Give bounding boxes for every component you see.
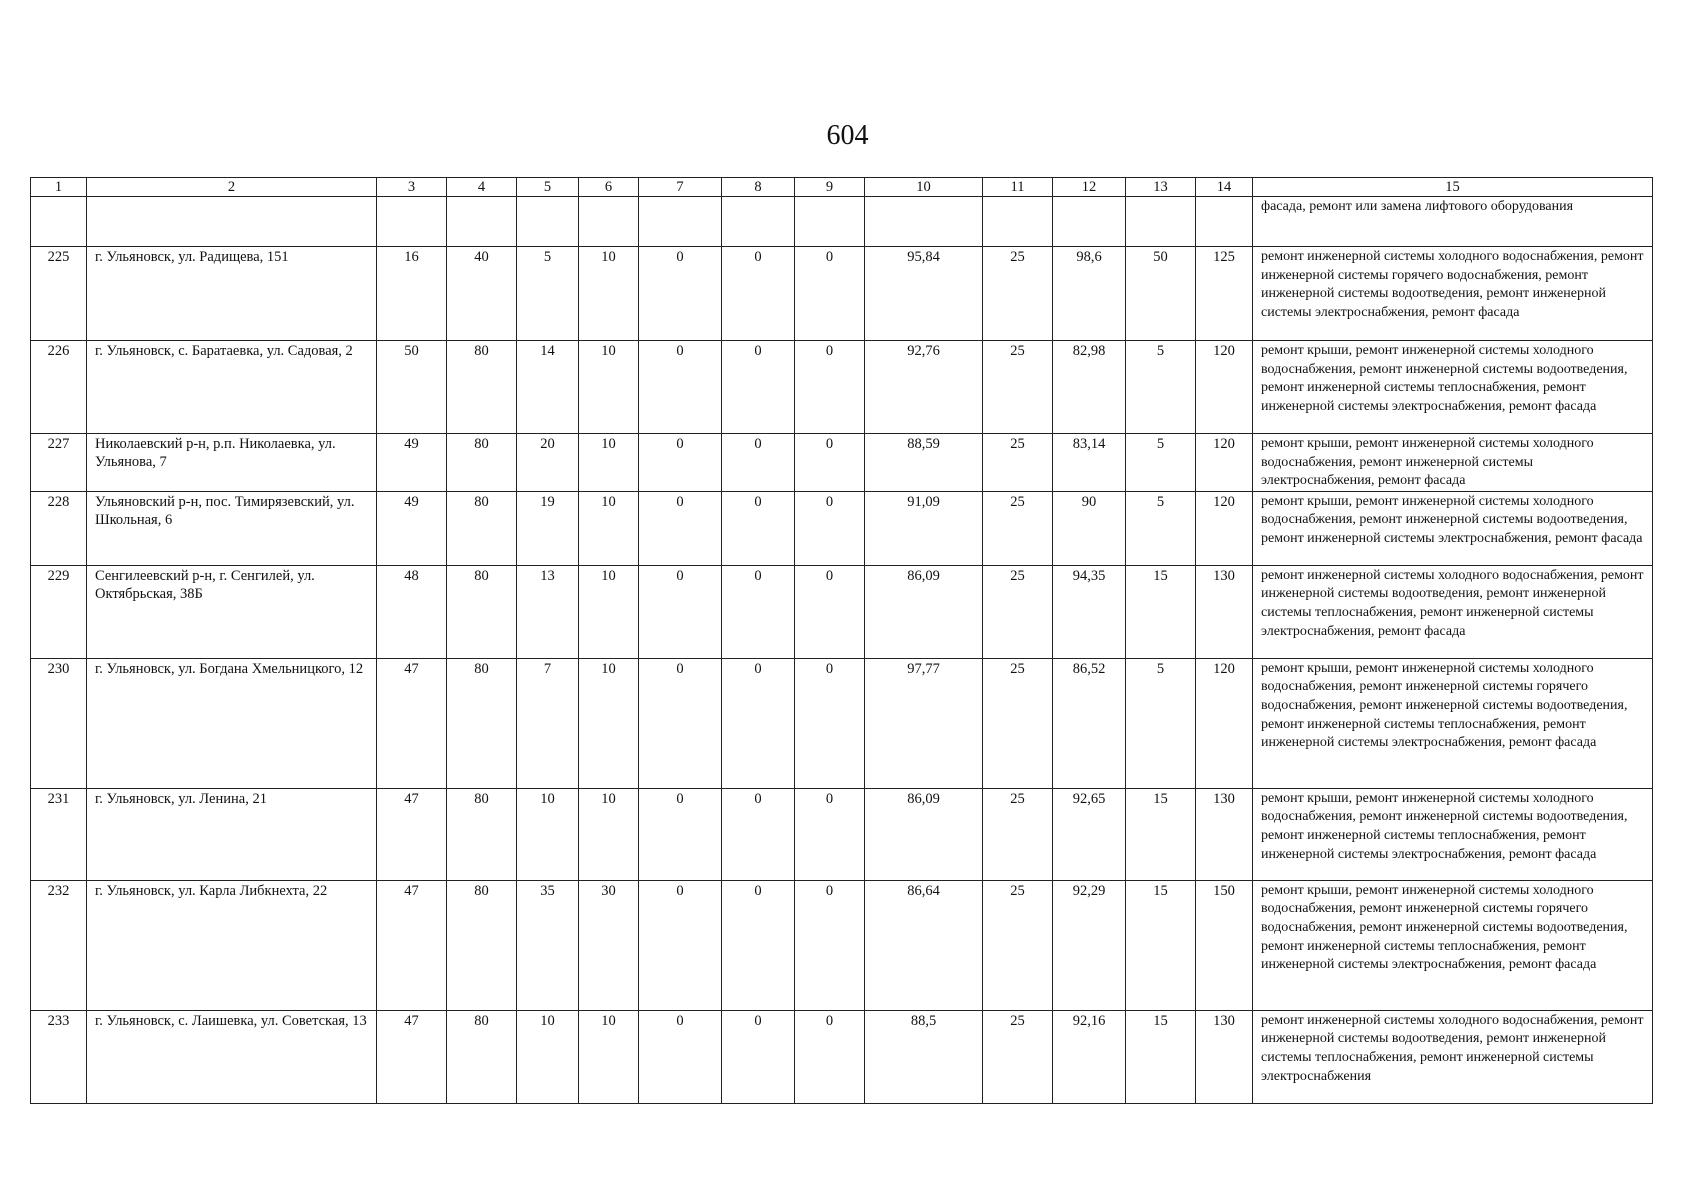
- table-cell: 25: [983, 788, 1053, 880]
- table-cell: 0: [795, 565, 865, 658]
- column-header: 8: [722, 178, 795, 197]
- table-cell: 0: [722, 565, 795, 658]
- table-cell: 25: [983, 565, 1053, 658]
- table-cell: 95,84: [865, 247, 983, 341]
- table-cell: Сенгилеевский р-н, г. Сенгилей, ул. Октябрьская, 38Б: [87, 565, 377, 658]
- table-cell: 130: [1196, 1010, 1253, 1103]
- table-cell: [87, 197, 377, 247]
- column-header: 10: [865, 178, 983, 197]
- table-cell: 15: [1126, 880, 1196, 1010]
- table-cell: 80: [447, 1010, 517, 1103]
- table-cell: ремонт крыши, ремонт инженерной системы холодного водоснабжения, ремонт инженерной системы горячего водоснабжения, ремонт инженерной системы водоотведения, ремонт инженерной системы теплоснабжения, ремонт инженерной системы электроснабжения, ремонт фасада: [1253, 658, 1653, 788]
- table-cell: 5: [1126, 341, 1196, 434]
- table-row: [31, 491, 1653, 565]
- table-row: [31, 658, 1653, 788]
- table-cell: 97,77: [865, 658, 983, 788]
- table-cell: [722, 197, 795, 247]
- table-cell: [517, 197, 579, 247]
- table-cell: 25: [983, 247, 1053, 341]
- table-cell: 5: [517, 247, 579, 341]
- table-cell: Ульяновский р-н, пос. Тимирязевский, ул. Школьная, 6: [87, 491, 377, 565]
- table-cell: 30: [579, 880, 639, 1010]
- table-row: [31, 565, 1653, 658]
- table-cell: 130: [1196, 788, 1253, 880]
- table-cell: 0: [722, 491, 795, 565]
- table-row-continued: [31, 197, 1653, 247]
- table-cell: 47: [377, 788, 447, 880]
- table-cell: [865, 197, 983, 247]
- table-cell: г. Ульяновск, ул. Ленина, 21: [87, 788, 377, 880]
- table-cell: 230: [31, 658, 87, 788]
- table-cell: 80: [447, 658, 517, 788]
- table-cell: 91,09: [865, 491, 983, 565]
- table-cell: ремонт инженерной системы холодного водоснабжения, ремонт инженерной системы водоотведения, ремонт инженерной системы теплоснабжения, ремонт инженерной системы электроснабжения, ремонт фасада: [1253, 565, 1653, 658]
- table-cell: 0: [795, 788, 865, 880]
- table-cell: 0: [639, 491, 722, 565]
- table-cell: 86,09: [865, 788, 983, 880]
- table-cell: 25: [983, 880, 1053, 1010]
- table-cell: 20: [517, 434, 579, 492]
- table-cell: ремонт крыши, ремонт инженерной системы холодного водоснабжения, ремонт инженерной системы водоотведения, ремонт инженерной системы теплоснабжения, ремонт инженерной системы электроснабжения, ремонт фасада: [1253, 341, 1653, 434]
- table-cell: 0: [639, 788, 722, 880]
- column-header: 11: [983, 178, 1053, 197]
- table-cell: 10: [579, 788, 639, 880]
- table-cell: [447, 197, 517, 247]
- table-cell: 80: [447, 880, 517, 1010]
- table-cell: 14: [517, 341, 579, 434]
- table-row: [31, 434, 1653, 492]
- table-row: [31, 788, 1653, 880]
- table-cell: 47: [377, 880, 447, 1010]
- table-cell: 10: [579, 565, 639, 658]
- table-cell: г. Ульяновск, ул. Карла Либкнехта, 22: [87, 880, 377, 1010]
- table-row: [31, 880, 1653, 1010]
- table-cell: 120: [1196, 491, 1253, 565]
- table-cell: [1053, 197, 1126, 247]
- table-cell: 0: [722, 658, 795, 788]
- table-cell: 5: [1126, 434, 1196, 492]
- table-cell: 231: [31, 788, 87, 880]
- table-cell: 92,76: [865, 341, 983, 434]
- table-cell: ремонт инженерной системы холодного водоснабжения, ремонт инженерной системы водоотведения, ремонт инженерной системы теплоснабжения, ремонт инженерной системы электроснабжения: [1253, 1010, 1653, 1103]
- table-cell: 40: [447, 247, 517, 341]
- table-cell: 10: [579, 247, 639, 341]
- table-cell: ремонт крыши, ремонт инженерной системы холодного водоснабжения, ремонт инженерной системы водоотведения, ремонт инженерной системы электроснабжения, ремонт фасада: [1253, 491, 1653, 565]
- table-cell: 10: [579, 658, 639, 788]
- table-cell: 0: [722, 880, 795, 1010]
- column-header: 1: [31, 178, 87, 197]
- table-cell: 120: [1196, 658, 1253, 788]
- page-number: 604: [826, 120, 869, 151]
- table-cell: 0: [795, 341, 865, 434]
- table-cell: 5: [1126, 658, 1196, 788]
- table-cell: 50: [377, 341, 447, 434]
- table-cell: 98,6: [1053, 247, 1126, 341]
- table-cell: [377, 197, 447, 247]
- table-cell: 0: [722, 247, 795, 341]
- table-cell: 49: [377, 434, 447, 492]
- table-cell: 10: [579, 341, 639, 434]
- table-cell: 92,16: [1053, 1010, 1126, 1103]
- table-cell: 233: [31, 1010, 87, 1103]
- table-cell: 0: [722, 1010, 795, 1103]
- table-cell: 80: [447, 788, 517, 880]
- table-cell: 94,35: [1053, 565, 1126, 658]
- table-cell: [579, 197, 639, 247]
- table-cell: Николаевский р-н, р.п. Николаевка, ул. Ульянова, 7: [87, 434, 377, 492]
- column-header: 4: [447, 178, 517, 197]
- table-cell: 5: [1126, 491, 1196, 565]
- table-cell: 229: [31, 565, 87, 658]
- table-cell: 47: [377, 1010, 447, 1103]
- column-header: 7: [639, 178, 722, 197]
- table-cell: 82,98: [1053, 341, 1126, 434]
- table-cell: 0: [639, 341, 722, 434]
- table-cell: 227: [31, 434, 87, 492]
- table-cell: 47: [377, 658, 447, 788]
- table-cell: [795, 197, 865, 247]
- table-cell: [639, 197, 722, 247]
- table-cell: 120: [1196, 434, 1253, 492]
- table-cell: ремонт крыши, ремонт инженерной системы холодного водоснабжения, ремонт инженерной системы электроснабжения, ремонт фасада: [1253, 434, 1653, 492]
- table-cell: г. Ульяновск, с. Лаишевка, ул. Советская, 13: [87, 1010, 377, 1103]
- column-header: 9: [795, 178, 865, 197]
- table-cell: 49: [377, 491, 447, 565]
- table-row: [31, 247, 1653, 341]
- table-cell: 88,59: [865, 434, 983, 492]
- table-cell: 0: [639, 565, 722, 658]
- column-header: 6: [579, 178, 639, 197]
- table-cell: 83,14: [1053, 434, 1126, 492]
- column-header: 15: [1253, 178, 1653, 197]
- table-cell: 86,09: [865, 565, 983, 658]
- table-cell: 7: [517, 658, 579, 788]
- table-cell: 88,5: [865, 1010, 983, 1103]
- table-cell: 15: [1126, 565, 1196, 658]
- column-header: 2: [87, 178, 377, 197]
- table-cell: 226: [31, 341, 87, 434]
- table-cell: 80: [447, 434, 517, 492]
- table-row: [31, 1010, 1653, 1103]
- table-cell: ремонт крыши, ремонт инженерной системы холодного водоснабжения, ремонт инженерной системы водоотведения, ремонт инженерной системы теплоснабжения, ремонт инженерной системы электроснабжения, ремонт фасада: [1253, 788, 1653, 880]
- table-cell: 86,64: [865, 880, 983, 1010]
- column-header: 14: [1196, 178, 1253, 197]
- works-table: [30, 177, 1653, 1104]
- table-cell: 0: [795, 247, 865, 341]
- table-cell: [1126, 197, 1196, 247]
- table-cell: 125: [1196, 247, 1253, 341]
- table-cell: 10: [517, 788, 579, 880]
- table-cell: 50: [1126, 247, 1196, 341]
- table-cell: 16: [377, 247, 447, 341]
- table-cell: 35: [517, 880, 579, 1010]
- table-cell: г. Ульяновск, ул. Радищева, 151: [87, 247, 377, 341]
- table-cell: 0: [639, 434, 722, 492]
- table-cell: 15: [1126, 788, 1196, 880]
- table-cell: ремонт инженерной системы холодного водоснабжения, ремонт инженерной системы горячего водоснабжения, ремонт инженерной системы водоотведения, ремонт инженерной системы электроснабжения, ремонт фасада: [1253, 247, 1653, 341]
- table-cell: 0: [795, 491, 865, 565]
- table-cell: [983, 197, 1053, 247]
- table-cell: 10: [579, 491, 639, 565]
- table-cell: 86,52: [1053, 658, 1126, 788]
- table-cell: 25: [983, 491, 1053, 565]
- table-cell: 0: [795, 1010, 865, 1103]
- table-cell: 0: [639, 1010, 722, 1103]
- table-cell: г. Ульяновск, ул. Богдана Хмельницкого, 12: [87, 658, 377, 788]
- column-header: 5: [517, 178, 579, 197]
- table-cell: г. Ульяновск, с. Баратаевка, ул. Садовая, 2: [87, 341, 377, 434]
- table-cell: 120: [1196, 341, 1253, 434]
- table-cell: 25: [983, 434, 1053, 492]
- table-row: [31, 341, 1653, 434]
- table-cell: 15: [1126, 1010, 1196, 1103]
- table-cell: [31, 197, 87, 247]
- table-cell: 0: [795, 658, 865, 788]
- table-cell: 130: [1196, 565, 1253, 658]
- column-header: 13: [1126, 178, 1196, 197]
- header-row: [31, 178, 1653, 197]
- table-cell: 0: [795, 880, 865, 1010]
- table-cell: 0: [722, 788, 795, 880]
- table-cell: 48: [377, 565, 447, 658]
- table-cell: 10: [579, 434, 639, 492]
- table-cell: [1196, 197, 1253, 247]
- table-cell: 0: [639, 880, 722, 1010]
- table-cell: 92,29: [1053, 880, 1126, 1010]
- table-cell: 80: [447, 565, 517, 658]
- table-cell: 0: [722, 434, 795, 492]
- column-header: 12: [1053, 178, 1126, 197]
- table-cell: 90: [1053, 491, 1126, 565]
- table-cell: 225: [31, 247, 87, 341]
- table-cell: 10: [517, 1010, 579, 1103]
- table-cell: 150: [1196, 880, 1253, 1010]
- table-cell: 13: [517, 565, 579, 658]
- table-cell: 25: [983, 341, 1053, 434]
- table-cell: фасада, ремонт или замена лифтового оборудования: [1253, 197, 1653, 247]
- table-cell: 25: [983, 658, 1053, 788]
- table-cell: 80: [447, 341, 517, 434]
- table-cell: 228: [31, 491, 87, 565]
- table-cell: 0: [639, 247, 722, 341]
- table-cell: 0: [795, 434, 865, 492]
- table-cell: 25: [983, 1010, 1053, 1103]
- column-header: 3: [377, 178, 447, 197]
- table-cell: 0: [722, 341, 795, 434]
- table-cell: 80: [447, 491, 517, 565]
- table-cell: 10: [579, 1010, 639, 1103]
- table-cell: 92,65: [1053, 788, 1126, 880]
- table-cell: 19: [517, 491, 579, 565]
- table-cell: 232: [31, 880, 87, 1010]
- table-cell: ремонт крыши, ремонт инженерной системы холодного водоснабжения, ремонт инженерной системы горячего водоснабжения, ремонт инженерной системы водоотведения, ремонт инженерной системы теплоснабжения, ремонт инженерной системы электроснабжения, ремонт фасада: [1253, 880, 1653, 1010]
- table-cell: 0: [639, 658, 722, 788]
